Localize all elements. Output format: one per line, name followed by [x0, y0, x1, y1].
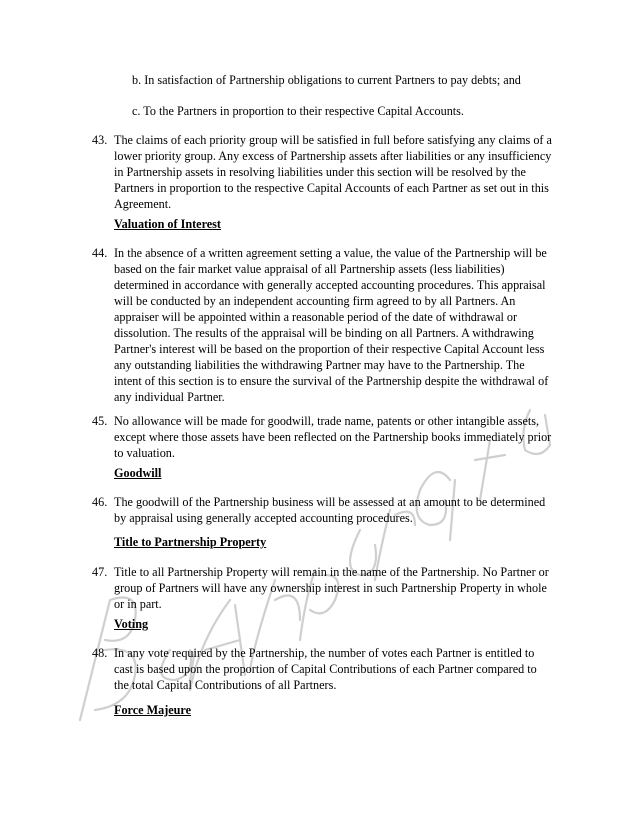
paragraph-line: lower priority group. Any excess of Partnership assets after liabilities or any insufficiency: [114, 149, 552, 163]
paragraph-line: the total Capital Contributions of all Partners.: [114, 678, 337, 692]
paragraph-line: group of Partners will have any ownership interest in such Partnership Property in whole: [114, 581, 547, 595]
paragraph-line: The goodwill of the Partnership business will be assessed at an amount to be determined: [114, 495, 546, 509]
paragraph-line: to valuation.: [114, 446, 175, 460]
paragraph-line: dissolution. The results of the appraisal will be binding on all Partners. A withdrawing: [114, 326, 534, 340]
paragraph-line: In the absence of a written agreement setting a value, the value of the Partnership will be: [114, 246, 547, 260]
paragraph-line: Agreement.: [114, 197, 172, 211]
paragraph-line: Title to all Partnership Property will remain in the name of the Partnership. No Partner or: [114, 565, 549, 579]
section-heading: Valuation of Interest: [114, 217, 221, 231]
paragraph-line: In any vote required by the Partnership, the number of votes each Partner is entitled to: [114, 646, 535, 660]
paragraph-line: intent of this section is to ensure the survival of the Partnership despite the withdrawal of: [114, 374, 549, 388]
list-item-b: b. In satisfaction of Partnership obligations to current Partners to pay debts; and: [132, 73, 521, 87]
paragraph-line: any individual Partner.: [114, 390, 225, 404]
section-number: 45.: [92, 414, 108, 428]
list-item-c: c. To the Partners in proportion to their respective Capital Accounts.: [132, 104, 464, 118]
section-number: 48.: [92, 646, 108, 660]
paragraph-line: The claims of each priority group will be satisfied in full before satisfying any claims of a: [114, 133, 552, 147]
paragraph-line: by appraisal using generally accepted accounting procedures.: [114, 511, 413, 525]
paragraph-line: No allowance will be made for goodwill, trade name, patents or other intangible assets,: [114, 414, 540, 428]
section-number: 47.: [92, 565, 108, 579]
paragraph-line: or in part.: [114, 597, 162, 611]
section-heading: Force Majeure: [114, 703, 192, 717]
paragraph-line: any outstanding liabilities the withdrawing Partner may have to the Partnership. The: [114, 358, 525, 372]
paragraph-line: in Partnership assets in resolving liabilities under this section will be resolved by the: [114, 165, 526, 179]
paragraph-line: determined in accordance with generally accepted accounting procedures. This appraisal: [114, 278, 546, 292]
section-number: 44.: [92, 246, 108, 260]
paragraph-line: Partner's interest will be based on the proportion of their respective Capital Account less: [114, 342, 545, 356]
paragraph-line: based on the fair market value appraisal of all Partnership assets (less liabilities): [114, 262, 505, 276]
section-number: 46.: [92, 495, 108, 509]
paragraph-line: except where those assets have been reflected on the Partnership books immediately prior: [114, 430, 552, 444]
paragraph-line: will be conducted by an independent accounting firm agreed to by all Partners. An: [114, 294, 516, 308]
section-heading: Goodwill: [114, 466, 162, 480]
paragraph-line: cast is based upon the proportion of Capital Contributions of each Partner compared to: [114, 662, 537, 676]
paragraph-line: Partners in proportion to the respective Capital Accounts of each Partner as set out in this: [114, 181, 549, 195]
section-heading: Voting: [114, 617, 149, 631]
section-heading: Title to Partnership Property: [114, 535, 267, 549]
section-number: 43.: [92, 133, 108, 147]
paragraph-line: appraiser will be appointed within a reasonable period of the date of withdrawal or: [114, 310, 518, 324]
